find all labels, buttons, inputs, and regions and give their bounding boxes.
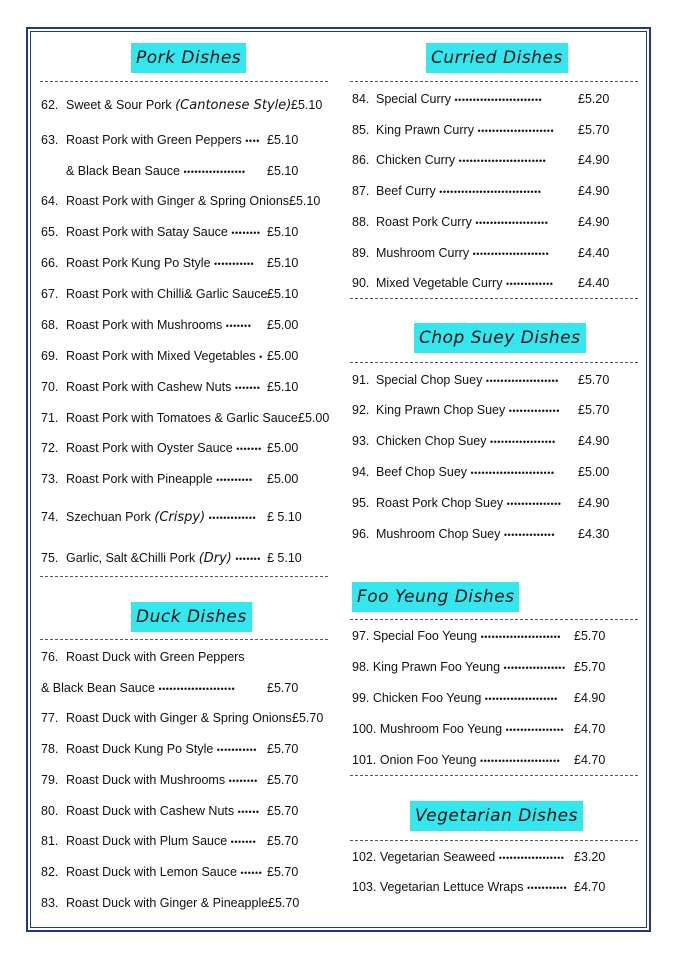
menu-item bbox=[41, 410, 330, 426]
item-number: 66. bbox=[41, 256, 59, 270]
item-name-text: Roast Pork with Tomatoes & Garlic Sauce bbox=[66, 411, 298, 425]
item-name bbox=[352, 690, 558, 707]
item-name bbox=[66, 833, 256, 850]
menu-item bbox=[352, 152, 628, 168]
menu-item bbox=[352, 372, 628, 388]
leader-dots: •••••••••••••••••••••• bbox=[480, 632, 561, 642]
leader-dots: •••••••••••••••••••••••••••• bbox=[439, 187, 542, 197]
item-price: £4.70 bbox=[574, 753, 606, 767]
pork-bottom-rule bbox=[40, 576, 328, 577]
menu-item bbox=[352, 245, 628, 261]
item-number: 67. bbox=[41, 287, 59, 301]
item-name-text: Chicken Chop Suey bbox=[376, 434, 487, 448]
item-name-text: Roast Duck with Ginger & Spring Onions bbox=[66, 711, 292, 725]
item-price: £5.70 bbox=[292, 711, 324, 725]
item-number: 91. bbox=[352, 373, 370, 387]
item-number: 68. bbox=[41, 318, 59, 332]
duck-heading: Duck Dishes bbox=[131, 602, 252, 632]
item-name-text: Roast Duck with Ginger & Pineapple bbox=[66, 896, 269, 910]
item-price: £4.90 bbox=[574, 691, 606, 705]
leader-dots: ••••••••••• bbox=[526, 883, 568, 893]
item-price: £5.00 bbox=[267, 318, 299, 332]
leader-dots: ••••••••••••••••• bbox=[503, 663, 566, 673]
item-price: £3.20 bbox=[574, 850, 606, 864]
item-name bbox=[66, 224, 261, 241]
item-number: 81. bbox=[41, 834, 59, 848]
pork-heading: Pork Dishes bbox=[131, 43, 246, 73]
item-number: 78. bbox=[41, 742, 59, 756]
item-price: £4.90 bbox=[578, 153, 610, 167]
item-name bbox=[352, 628, 561, 645]
menu-item bbox=[352, 659, 624, 675]
item-price: £5.00 bbox=[298, 411, 330, 425]
item-number: 84. bbox=[352, 92, 370, 106]
item-price: £5.70 bbox=[578, 123, 610, 137]
item-name-text: King Prawn Curry bbox=[376, 123, 474, 137]
item-number: 77. bbox=[41, 711, 59, 725]
leader-dots: •••••••••••••• bbox=[503, 530, 555, 540]
item-number: 72. bbox=[41, 441, 59, 455]
item-name-text: Roast Pork with Satay Sauce bbox=[66, 225, 228, 239]
item-name-text: Mushroom Foo Yeung bbox=[379, 722, 503, 736]
item-name bbox=[376, 245, 549, 262]
leader-dots: ••••••••••••••••••••• bbox=[472, 249, 550, 259]
item-name bbox=[376, 372, 559, 389]
item-number: 102. bbox=[352, 850, 377, 864]
item-name bbox=[376, 152, 546, 169]
leader-dots: •••• bbox=[245, 136, 260, 146]
leader-dots: •••••••••••••••••• bbox=[498, 853, 565, 863]
menu-item bbox=[352, 183, 628, 199]
item-number: 71. bbox=[41, 411, 59, 425]
item-name-text: Vegetarian Seaweed bbox=[379, 850, 496, 864]
item-name-text: King Prawn Foo Yeung bbox=[372, 660, 501, 674]
item-name bbox=[66, 772, 258, 789]
item-price: £5.10 bbox=[267, 164, 299, 178]
vegetarian-top-rule bbox=[350, 840, 638, 841]
item-name bbox=[376, 433, 556, 450]
item-name-text: Roast Pork Kung Po Style bbox=[66, 256, 211, 270]
item-name bbox=[66, 193, 289, 209]
curried-bottom-rule bbox=[350, 298, 638, 299]
item-price: £5.00 bbox=[267, 472, 299, 486]
item-name-text: Roast Pork with Oyster Sauce bbox=[66, 441, 233, 455]
item-name-text: & Black Bean Sauce bbox=[66, 164, 180, 178]
leader-dots: ••••••••••••••••••••••• bbox=[470, 468, 555, 478]
menu-item bbox=[352, 464, 628, 480]
duck-top-rule bbox=[40, 639, 328, 640]
item-price: £4.90 bbox=[578, 496, 610, 510]
leader-dots: ••••••••••••• bbox=[208, 513, 257, 523]
item-price: £ 5.10 bbox=[267, 551, 302, 565]
item-price: £4.90 bbox=[578, 184, 610, 198]
item-number: 97. bbox=[352, 629, 370, 643]
menu-item bbox=[41, 286, 317, 302]
item-name bbox=[66, 317, 251, 334]
item-number: 76. bbox=[41, 650, 59, 664]
item-name-text: Szechuan Pork bbox=[66, 510, 151, 524]
fooyeung-top-rule bbox=[350, 619, 638, 620]
leader-dots: ••••••••••••••••••••• bbox=[158, 684, 236, 694]
item-price: £5.20 bbox=[578, 92, 610, 106]
item-name-text: Roast Pork with Chilli& Garlic Sauce bbox=[66, 287, 268, 301]
item-name bbox=[66, 286, 267, 302]
item-name-text: Roast Pork with Mushrooms bbox=[66, 318, 223, 332]
item-name bbox=[352, 721, 564, 738]
menu-item bbox=[41, 348, 317, 364]
menu-item bbox=[41, 163, 317, 179]
item-name bbox=[376, 91, 542, 108]
item-name-text: Garlic, Salt &Chilli Pork bbox=[66, 551, 196, 565]
menu-item bbox=[352, 752, 624, 768]
menu-item bbox=[352, 122, 628, 138]
item-number: 95. bbox=[352, 496, 370, 510]
menu-item bbox=[41, 741, 317, 757]
item-price: £5.70 bbox=[574, 629, 606, 643]
item-name bbox=[376, 275, 553, 292]
item-name bbox=[66, 550, 261, 567]
item-price: £5.70 bbox=[268, 896, 300, 910]
item-name bbox=[66, 649, 245, 665]
item-price: £4.40 bbox=[578, 276, 610, 290]
item-name bbox=[66, 509, 256, 526]
item-number: 87. bbox=[352, 184, 370, 198]
menu-item bbox=[41, 864, 317, 880]
item-number: 75. bbox=[41, 551, 59, 565]
leader-dots: •••••••••••••••••• bbox=[489, 437, 556, 447]
item-name-text: Vegetarian Lettuce Wraps bbox=[379, 880, 524, 894]
menu-item bbox=[352, 433, 628, 449]
item-name-text: Roast Duck with Green Peppers bbox=[66, 650, 245, 664]
item-name-text: Sweet & Sour Pork bbox=[66, 98, 172, 112]
leader-dots: •••••••••••••••••••••••• bbox=[454, 95, 543, 105]
item-name-text: & Black Bean Sauce bbox=[41, 681, 155, 695]
item-price: £4.70 bbox=[574, 880, 606, 894]
leader-dots: •••••••••••••••••••••• bbox=[479, 756, 561, 766]
item-name-text: Onion Foo Yeung bbox=[379, 753, 477, 767]
item-number: 101. bbox=[352, 753, 377, 767]
item-name bbox=[66, 163, 246, 180]
item-number: 98. bbox=[352, 660, 370, 674]
item-number: 65. bbox=[41, 225, 59, 239]
menu-item bbox=[41, 680, 317, 696]
leader-dots: •••••••••••••••••••• bbox=[475, 218, 549, 228]
item-number: 100. bbox=[352, 722, 377, 736]
item-name bbox=[66, 97, 291, 114]
item-note: (Dry) bbox=[198, 551, 232, 566]
item-name bbox=[41, 680, 235, 697]
leader-dots: •••••••••• bbox=[216, 475, 253, 485]
item-number: 80. bbox=[41, 804, 59, 818]
item-name bbox=[352, 752, 560, 769]
leader-dots: ••••••• bbox=[235, 554, 261, 564]
menu-item bbox=[41, 379, 317, 395]
menu-item bbox=[352, 495, 628, 511]
item-price: £4.70 bbox=[574, 722, 606, 736]
item-name bbox=[66, 379, 260, 396]
item-name-text: Mixed Vegetable Curry bbox=[376, 276, 503, 290]
pork-top-rule bbox=[40, 81, 328, 82]
item-name bbox=[376, 183, 541, 200]
item-name bbox=[376, 526, 555, 543]
item-number: 92. bbox=[352, 403, 370, 417]
menu-item bbox=[41, 710, 324, 726]
menu-item bbox=[41, 772, 317, 788]
item-name bbox=[376, 402, 560, 419]
curried-heading: Curried Dishes bbox=[426, 43, 568, 73]
menu-item bbox=[41, 895, 317, 911]
item-price: £5.70 bbox=[267, 773, 299, 787]
item-name bbox=[376, 122, 554, 139]
menu-item bbox=[352, 721, 624, 737]
item-number: 88. bbox=[352, 215, 370, 229]
menu-item bbox=[41, 471, 317, 487]
item-number: 62. bbox=[41, 98, 59, 112]
item-name bbox=[66, 710, 292, 726]
leader-dots: ••••••• bbox=[236, 444, 262, 454]
leader-dots: ••••••••••• bbox=[214, 259, 255, 269]
menu-item bbox=[352, 275, 628, 291]
item-name bbox=[66, 410, 298, 426]
menu-item bbox=[41, 317, 317, 333]
item-number: 82. bbox=[41, 865, 59, 879]
item-name-text: Roast Pork with Mixed Vegetables bbox=[66, 349, 256, 363]
leader-dots: •••••••••••••• bbox=[508, 406, 560, 416]
menu-item bbox=[41, 550, 317, 566]
item-number: 79. bbox=[41, 773, 59, 787]
item-name-text: Roast Duck with Plum Sauce bbox=[66, 834, 228, 848]
item-price: £5.00 bbox=[267, 441, 299, 455]
item-name bbox=[376, 214, 548, 231]
chopsuey-heading: Chop Suey Dishes bbox=[414, 323, 586, 353]
item-name bbox=[66, 348, 263, 365]
leader-dots: ••••••••••••••••••••• bbox=[477, 126, 555, 136]
menu-item bbox=[352, 526, 628, 542]
menu-item bbox=[352, 402, 628, 418]
leader-dots: ••••••••••• bbox=[216, 745, 257, 755]
item-number: 85. bbox=[352, 123, 370, 137]
item-name bbox=[66, 132, 260, 149]
item-note: (Crispy) bbox=[154, 510, 206, 525]
leader-dots: •••••••••••••••••••• bbox=[485, 376, 559, 386]
leader-dots: ••••••• bbox=[230, 837, 257, 847]
item-price: £5.70 bbox=[267, 804, 299, 818]
leader-dots: • bbox=[259, 352, 263, 362]
item-name-text: Roast Duck with Lemon Sauce bbox=[66, 865, 237, 879]
item-name-text: Roast Pork Curry bbox=[376, 215, 472, 229]
item-name-text: Special Chop Suey bbox=[376, 373, 483, 387]
chopsuey-top-rule bbox=[350, 362, 638, 363]
leader-dots: •••••••••••••••••••••••• bbox=[458, 156, 547, 166]
menu-item bbox=[41, 440, 317, 456]
item-number: 64. bbox=[41, 194, 59, 208]
fooyeung-bottom-rule bbox=[350, 775, 638, 776]
item-number: 83. bbox=[41, 896, 59, 910]
item-name-text: Chicken Curry bbox=[376, 153, 456, 167]
menu-item bbox=[41, 224, 317, 240]
leader-dots: ••••••••••••••••• bbox=[183, 167, 246, 177]
leader-dots: ••••••••••••• bbox=[505, 279, 554, 289]
item-name-text: Roast Duck with Cashew Nuts bbox=[66, 804, 235, 818]
menu-item bbox=[352, 879, 624, 895]
item-name-text: Mushroom Curry bbox=[376, 246, 470, 260]
item-name bbox=[376, 464, 555, 481]
item-number: 74. bbox=[41, 510, 59, 524]
item-price: £ 5.10 bbox=[267, 510, 302, 524]
item-name-text: Beef Curry bbox=[376, 184, 436, 198]
leader-dots: •••••••••••••••••••• bbox=[484, 694, 558, 704]
leader-dots: •••••••• bbox=[231, 228, 261, 238]
menu-item bbox=[41, 649, 317, 665]
leader-dots: •••••• bbox=[237, 807, 260, 817]
item-price: £5.70 bbox=[267, 865, 299, 879]
item-name bbox=[66, 471, 253, 488]
item-price: £5.10 bbox=[267, 133, 299, 147]
item-number: 94. bbox=[352, 465, 370, 479]
menu-item bbox=[41, 833, 317, 849]
item-price: £5.70 bbox=[574, 660, 606, 674]
item-name-text: Roast Pork with Cashew Nuts bbox=[66, 380, 232, 394]
menu-item bbox=[352, 214, 628, 230]
item-price: £5.70 bbox=[267, 742, 299, 756]
fooyeung-heading: Foo Yeung Dishes bbox=[352, 582, 519, 612]
item-number: 93. bbox=[352, 434, 370, 448]
item-price: £5.10 bbox=[289, 194, 321, 208]
item-price: £4.90 bbox=[578, 434, 610, 448]
item-name-text: Roast Duck with Mushrooms bbox=[66, 773, 226, 787]
item-name bbox=[66, 255, 254, 272]
item-name-text: Roast Pork Chop Suey bbox=[376, 496, 504, 510]
menu-item bbox=[41, 97, 323, 113]
item-number: 69. bbox=[41, 349, 59, 363]
item-name bbox=[66, 864, 262, 881]
leader-dots: •••••••••••••••• bbox=[505, 725, 565, 735]
item-name-text: Roast Pork with Pineapple bbox=[66, 472, 213, 486]
item-number: 103. bbox=[352, 880, 377, 894]
menu-item bbox=[41, 803, 317, 819]
menu-item bbox=[41, 255, 317, 271]
leader-dots: •••••••• bbox=[228, 776, 258, 786]
item-price: £4.30 bbox=[578, 527, 610, 541]
item-name bbox=[352, 659, 566, 676]
vegetarian-heading: Vegetarian Dishes bbox=[410, 801, 583, 831]
curried-top-rule bbox=[350, 81, 638, 82]
menu-item bbox=[352, 690, 624, 706]
item-name-text: Roast Pork with Green Peppers bbox=[66, 133, 242, 147]
item-number: 90. bbox=[352, 276, 370, 290]
item-price: £5.10 bbox=[267, 287, 299, 301]
item-price: £4.40 bbox=[578, 246, 610, 260]
item-price: £5.70 bbox=[267, 834, 299, 848]
item-price: £5.10 bbox=[291, 98, 323, 112]
item-price: £5.00 bbox=[578, 465, 610, 479]
item-price: £5.70 bbox=[578, 373, 610, 387]
item-name bbox=[376, 495, 561, 512]
item-number: 63. bbox=[41, 133, 59, 147]
item-number: 86. bbox=[352, 153, 370, 167]
item-number: 70. bbox=[41, 380, 59, 394]
item-price: £5.10 bbox=[267, 225, 299, 239]
item-number: 96. bbox=[352, 527, 370, 541]
item-name bbox=[66, 440, 262, 457]
item-number: 89. bbox=[352, 246, 370, 260]
item-price: £5.10 bbox=[267, 380, 299, 394]
item-price: £5.00 bbox=[267, 349, 299, 363]
item-name-text: Beef Chop Suey bbox=[376, 465, 468, 479]
menu-item bbox=[41, 132, 317, 148]
item-name-text: Roast Pork with Ginger & Spring Onions bbox=[66, 194, 290, 208]
item-name bbox=[352, 849, 564, 866]
item-name-text: Mushroom Chop Suey bbox=[376, 527, 501, 541]
menu-item bbox=[41, 509, 317, 525]
item-price: £5.70 bbox=[578, 403, 610, 417]
item-name bbox=[66, 741, 257, 758]
item-number: 73. bbox=[41, 472, 59, 486]
menu-item bbox=[352, 628, 624, 644]
leader-dots: ••••••• bbox=[225, 321, 252, 331]
leader-dots: ••••••• bbox=[234, 383, 261, 393]
item-price: £4.90 bbox=[578, 215, 610, 229]
menu-item bbox=[352, 91, 628, 107]
item-name-text: Special Foo Yeung bbox=[372, 629, 478, 643]
item-name-text: Roast Duck Kung Po Style bbox=[66, 742, 214, 756]
item-price: £5.10 bbox=[267, 256, 299, 270]
leader-dots: ••••••••••••••• bbox=[506, 499, 562, 509]
item-name bbox=[66, 803, 260, 820]
item-price: £5.70 bbox=[267, 681, 299, 695]
leader-dots: •••••• bbox=[240, 868, 263, 878]
item-name bbox=[352, 879, 567, 896]
menu-item bbox=[352, 849, 624, 865]
item-name-text: Special Curry bbox=[376, 92, 452, 106]
menu-item bbox=[41, 193, 321, 209]
item-note: (Cantonese Style) bbox=[175, 98, 292, 113]
item-number: 99. bbox=[352, 691, 370, 705]
item-name bbox=[66, 895, 268, 911]
item-name-text: Chicken Foo Yeung bbox=[372, 691, 482, 705]
item-name-text: King Prawn Chop Suey bbox=[376, 403, 506, 417]
